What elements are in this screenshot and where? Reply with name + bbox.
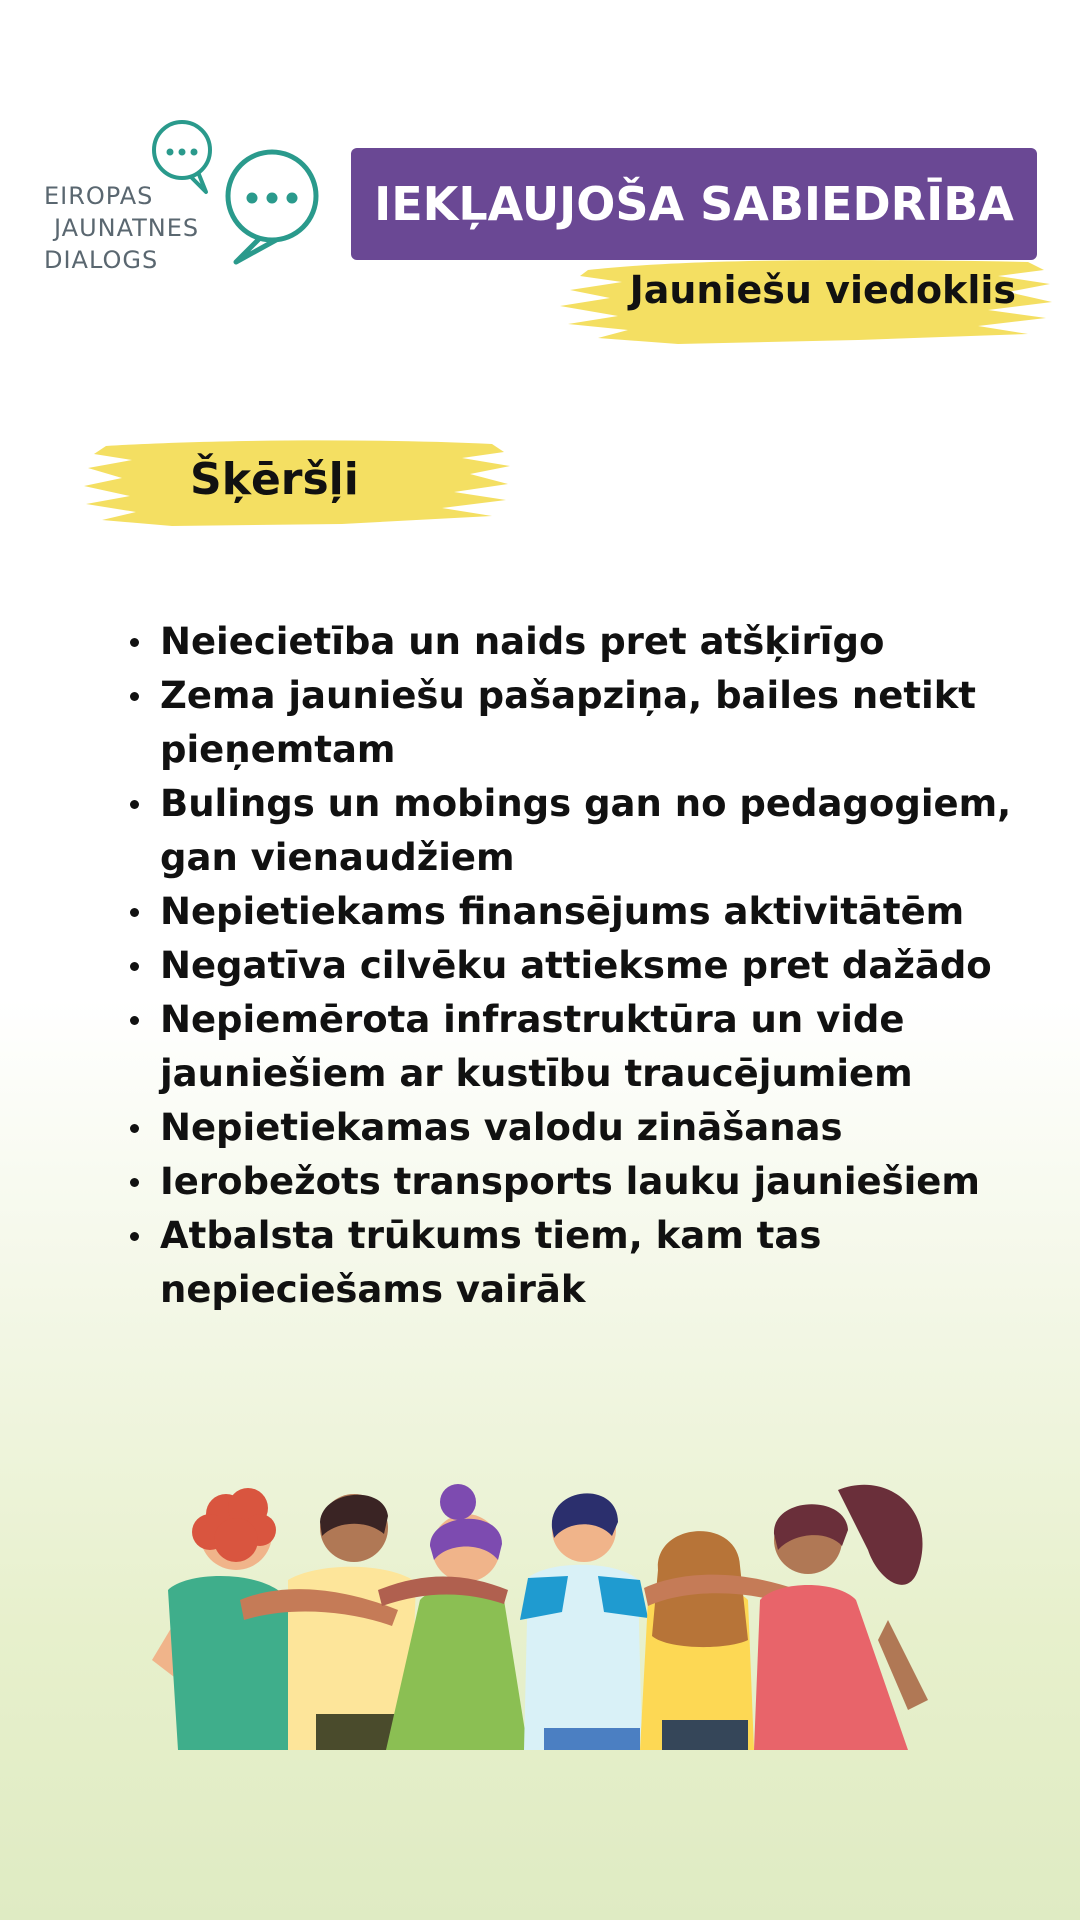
page-title: IEKĻAUJOŠA SABIEDRĪBA xyxy=(374,177,1014,231)
section-heading-highlight xyxy=(82,434,512,534)
logo-text-line2: JAUNATNES xyxy=(54,214,200,242)
logo-text-line3: DIALOGS xyxy=(44,246,159,274)
subtitle-highlight xyxy=(558,240,1058,358)
person-4 xyxy=(520,1493,648,1750)
person-1 xyxy=(152,1488,298,1750)
person-6 xyxy=(754,1485,928,1750)
logo-text-line1: EIROPAS xyxy=(44,182,154,210)
page-subtitle: Jauniešu viedoklis xyxy=(629,268,1016,312)
group-of-friends-hugging-illustration xyxy=(148,1450,978,1750)
list-item: Negatīva cilvēku attieksme pret dažādo xyxy=(160,939,1020,993)
list-item: Bulings un mobings gan no pedagogiem, gan vienaudžiem xyxy=(160,777,1020,885)
section-title: Šķēršļi xyxy=(190,454,359,505)
barriers-list xyxy=(160,615,1020,1317)
list-item: Atbalsta trūkums tiem, kam tas nepieciešams vairāk xyxy=(160,1209,1020,1317)
list-item: Neiecietība un naids pret atšķirīgo xyxy=(160,615,1020,669)
list-item: Ierobežots transports lauku jauniešiem xyxy=(160,1155,1020,1209)
list-item: Nepiemērota infrastruktūra un vide jauniešiem ar kustību traucējumiem xyxy=(160,993,1020,1101)
list-item: Zema jauniešu pašapziņa, bailes netikt pieņemtam xyxy=(160,669,1020,777)
eiropas-jaunatnes-dialogs-logo xyxy=(40,110,340,290)
list-item: Nepietiekamas valodu zināšanas xyxy=(160,1101,1020,1155)
list-item: Nepietiekams finansējums aktivitātēm xyxy=(160,885,1020,939)
